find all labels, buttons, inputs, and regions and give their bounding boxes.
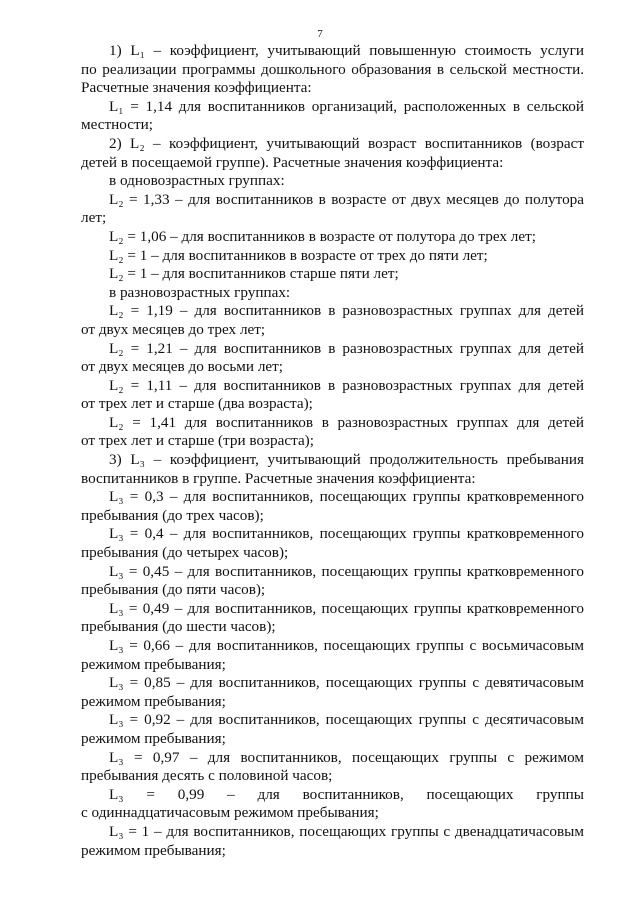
paragraph-continuation: Расчетные значения коэффициента: — [81, 79, 312, 97]
paragraph-continuation: пребывания десять с половиной часов; — [81, 767, 333, 785]
paragraph-continuation: режимом пребывания; — [81, 692, 226, 710]
paragraph-line: L₃ = 0,85 – для воспитанников, посещающих группы с девятичасовым — [109, 674, 584, 692]
paragraph-continuation: с одиннадцатичасовым режимом пребывания; — [81, 804, 379, 822]
paragraph-line: L₂ = 1 – для воспитанников старше пяти лет; — [109, 265, 399, 283]
paragraph-continuation: пребывания (до шести часов); — [81, 618, 276, 636]
paragraph-line: 2) L₂ – коэффициент, учитывающий возраст воспитанников (возраст — [109, 134, 584, 152]
paragraph-continuation: режимом пребывания; — [81, 729, 226, 747]
paragraph-continuation: от трех лет и старше (два возраста); — [81, 395, 313, 413]
paragraph-line: в одновозрастных группах: — [109, 172, 285, 190]
paragraph-continuation: пребывания (до четырех часов); — [81, 544, 289, 562]
paragraph-line: L₂ = 1,19 – для воспитанников в разновозрастных группах для детей — [109, 302, 584, 320]
paragraph-line: L₃ = 0,99 – для воспитанников, посещающих группы — [109, 785, 584, 803]
paragraph-continuation: от двух месяцев до восьми лет; — [81, 358, 284, 376]
paragraph-line: L₃ = 1 – для воспитанников, посещающих группы с двенадцатичасовым — [109, 822, 584, 840]
paragraph-continuation: детей в посещаемой группе). Расчетные значения коэффициента: — [81, 153, 504, 171]
paragraph-line: L₃ = 0,92 – для воспитанников, посещающих группы с десятичасовым — [109, 711, 584, 729]
paragraph-continuation: воспитанников в группе. Расчетные значения коэффициента: — [81, 469, 476, 487]
paragraph-line: L₂ = 1 – для воспитанников в возрасте от трех до пяти лет; — [109, 246, 488, 264]
paragraph-continuation: от трех лет и старше (три возраста); — [81, 432, 314, 450]
paragraph-line: L₃ = 0,45 – для воспитанников, посещающих группы кратковременного — [109, 562, 584, 580]
paragraph-line: L₃ = 0,97 – для воспитанников, посещающих группы с режимом — [109, 748, 584, 766]
paragraph-continuation: режимом пребывания; — [81, 841, 226, 859]
paragraph-continuation: лет; — [81, 209, 107, 227]
paragraph-line: 1) L₁ – коэффициент, учитывающий повышенную стоимость услуги — [109, 42, 584, 59]
paragraph-line: L₂ = 1,06 – для воспитанников в возрасте от полутора до трех лет; — [109, 227, 536, 245]
paragraph-line: L₂ = 1,33 – для воспитанников в возрасте от двух месяцев до полутора — [109, 190, 584, 208]
document-body — [81, 42, 584, 860]
page-number: 7 — [317, 28, 323, 40]
paragraph-continuation: местности; — [81, 116, 153, 134]
paragraph-line: в разновозрастных группах: — [109, 283, 291, 301]
paragraph-continuation: по реализации программы дошкольного образования в сельской местности. — [81, 60, 584, 78]
paragraph-line: L₃ = 0,3 – для воспитанников, посещающих группы кратковременного — [109, 488, 584, 506]
paragraph-line: 3) L₃ – коэффициент, учитывающий продолжительность пребывания — [109, 451, 584, 469]
paragraph-line: L₂ = 1,21 – для воспитанников в разновозрастных группах для детей — [109, 339, 584, 357]
paragraph-line: L₂ = 1,11 – для воспитанников в разновозрастных группах для детей — [109, 376, 584, 394]
paragraph-line: L₃ = 0,4 – для воспитанников, посещающих группы кратковременного — [109, 525, 584, 543]
paragraph-continuation: пребывания (до трех часов); — [81, 506, 264, 524]
paragraph-continuation: пребывания (до пяти часов); — [81, 581, 266, 599]
paragraph-continuation: от двух месяцев до трех лет; — [81, 320, 266, 338]
paragraph-continuation: режимом пребывания; — [81, 655, 226, 673]
paragraph-line: L₁ = 1,14 для воспитанников организаций, расположенных в сельской — [109, 97, 584, 115]
paragraph-line: L₂ = 1,41 для воспитанников в разновозрастных группах для детей — [109, 413, 584, 431]
paragraph-line: L₃ = 0,66 – для воспитанников, посещающих группы с восьмичасовым — [109, 637, 584, 654]
paragraph-line: L₃ = 0,49 – для воспитанников, посещающих группы кратковременного — [109, 599, 584, 617]
